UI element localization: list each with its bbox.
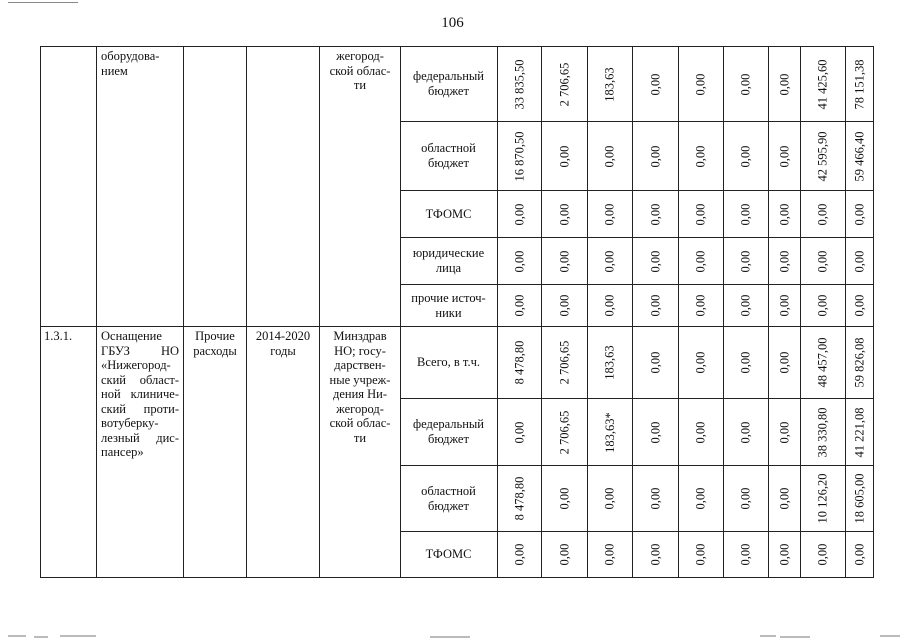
block1-value-cell — [588, 238, 632, 284]
block1-value: 0,00 — [777, 73, 791, 95]
block2-value: 0,00 — [693, 543, 708, 566]
block1-value: 0,00 — [648, 145, 662, 167]
block2-value: 0,00 — [852, 543, 866, 566]
block1-value-cell — [801, 191, 845, 237]
block2-value-cell — [801, 327, 845, 398]
block2-value: 183,63 — [602, 345, 617, 380]
block1-value-cell — [679, 285, 723, 326]
block2-value: 0,00 — [648, 543, 662, 566]
block2-executor: Минздрав НО; госу- дарствен- ные учреж- дения Ни- жегород- ской облас- ти — [329, 329, 391, 445]
block2-value: 0,00 — [777, 543, 791, 566]
block1-value: 0,00 — [648, 294, 662, 317]
block2-value: 0,00 — [777, 487, 791, 510]
block2-value-cell — [542, 399, 587, 465]
block1-value: 0,00 — [815, 294, 830, 317]
block1-value: 0,00 — [852, 294, 866, 317]
block2-value-cell — [679, 466, 723, 531]
block2-measure-name: Оснащение ГБУЗ НО «Нижегород-ский област-ной клиниче-ский проти-вотуберку-лезный дис-пансер» — [101, 329, 179, 459]
block1-value: 42 595,90 — [815, 131, 830, 181]
block2-value-cell — [846, 532, 873, 577]
block1-value-cell — [769, 191, 800, 237]
block1-source-label: ТФОМС — [425, 206, 472, 221]
block1-value-cell — [801, 47, 845, 121]
block1-value: 0,00 — [777, 250, 791, 272]
block2-value-cell — [769, 466, 800, 531]
block2-period: 2014-2020 годы — [255, 329, 311, 358]
block1-source-label: областной бюджет — [421, 141, 476, 170]
block1-value: 78 151,38 — [852, 59, 866, 109]
block1-value-cell — [724, 191, 768, 237]
block2-value-cell — [724, 532, 768, 577]
block1-value: 0,00 — [557, 294, 571, 317]
block2-value-cell — [588, 399, 632, 465]
block2-value: 18 605,00 — [852, 473, 866, 524]
block2-source-label: Всего, в т.ч. — [417, 355, 480, 369]
block2-value: 0,00 — [512, 543, 526, 566]
block2-value: 0,00 — [738, 421, 753, 443]
block2-value: 183,63* — [602, 411, 617, 453]
block1-value-cell — [679, 122, 723, 190]
block2-value-cell — [542, 466, 587, 531]
block1-value: 0,00 — [738, 294, 753, 317]
block1-value: 0,00 — [512, 294, 526, 317]
block2-value-cell — [633, 327, 678, 398]
block2-value-cell — [498, 327, 541, 398]
block2-value-cell — [769, 399, 800, 465]
block1-value-cell — [498, 285, 541, 326]
block1-value: 0,00 — [738, 73, 753, 95]
block2-value-cell — [724, 466, 768, 531]
block1-value-cell — [498, 47, 541, 121]
block1-value: 0,00 — [738, 145, 753, 167]
block2-value-cell — [801, 532, 845, 577]
block1-value: 0,00 — [738, 203, 753, 225]
block2-value: 0,00 — [738, 487, 753, 510]
block1-value: 0,00 — [777, 294, 791, 317]
block2-value: 0,00 — [777, 351, 791, 374]
block2-value-cell — [542, 327, 587, 398]
block2-value: 8 478,80 — [512, 476, 526, 521]
block2-value-cell — [498, 399, 541, 465]
block1-value-cell — [724, 47, 768, 121]
block1-value-cell — [846, 47, 873, 121]
block2-value-cell — [633, 532, 678, 577]
block2-value: 0,00 — [512, 421, 526, 443]
block1-value: 59 466,40 — [852, 131, 866, 181]
block2-value: 0,00 — [815, 543, 830, 566]
block1-value: 0,00 — [815, 203, 830, 225]
block1-value-cell — [498, 191, 541, 237]
block2-value-cell — [588, 532, 632, 577]
block1-source-label: юридические лица — [412, 246, 485, 275]
block2-number: 1.3.1. — [44, 329, 73, 343]
block1-value: 0,00 — [693, 294, 708, 317]
block2-value: 2 706,65 — [557, 340, 571, 385]
block1-value-cell — [588, 285, 632, 326]
block1-value-cell — [633, 285, 678, 326]
block1-value: 0,00 — [693, 145, 708, 167]
block1-value: 41 425,60 — [815, 59, 830, 109]
block1-value: 0,00 — [693, 73, 708, 95]
block2-value: 0,00 — [557, 487, 571, 510]
block2-value: 0,00 — [738, 543, 753, 566]
block1-value-cell — [769, 238, 800, 284]
block2-value: 38 330,80 — [815, 407, 830, 457]
block1-value: 0,00 — [648, 73, 662, 95]
block2-value: 0,00 — [693, 487, 708, 510]
block1-value: 0,00 — [648, 250, 662, 272]
block2-value-cell — [633, 399, 678, 465]
block1-value-cell — [846, 122, 873, 190]
block2-value-cell — [846, 466, 873, 531]
block1-value: 0,00 — [602, 203, 617, 225]
block2-value-cell — [498, 466, 541, 531]
block2-value-cell — [679, 327, 723, 398]
block2-value-cell — [846, 327, 873, 398]
block1-value-cell — [801, 285, 845, 326]
block1-value-cell — [633, 238, 678, 284]
block2-value-cell — [633, 466, 678, 531]
block2-value: 0,00 — [602, 487, 617, 510]
block1-value: 16 870,50 — [512, 131, 526, 181]
block1-value-cell — [679, 47, 723, 121]
block2-source-label: областной бюджет — [421, 483, 476, 513]
block2-value-cell — [769, 327, 800, 398]
block1-value: 0,00 — [852, 250, 866, 272]
block1-value: 183,63 — [602, 66, 617, 102]
block1-value-cell — [542, 122, 587, 190]
block1-value-cell — [846, 238, 873, 284]
block2-value-cell — [769, 532, 800, 577]
block2-source-label: ТФОМС — [425, 547, 472, 561]
block1-value-cell — [633, 191, 678, 237]
block2-expense-type: Прочие расходы — [193, 329, 237, 358]
block2-value-cell — [588, 466, 632, 531]
block1-value: 0,00 — [557, 145, 571, 167]
block1-value: 0,00 — [693, 203, 708, 225]
block2-value: 2 706,65 — [557, 410, 571, 454]
block1-executor: жегород- ской облас- ти — [329, 49, 391, 92]
block2-value: 0,00 — [648, 421, 662, 443]
block2-value: 0,00 — [648, 487, 662, 510]
block2-value-cell — [846, 399, 873, 465]
block1-value: 0,00 — [512, 203, 526, 225]
block2-value-cell — [588, 327, 632, 398]
block2-value: 0,00 — [738, 351, 753, 374]
block1-value-cell — [769, 47, 800, 121]
block1-value-cell — [633, 47, 678, 121]
block1-value-cell — [588, 122, 632, 190]
block1-value: 0,00 — [557, 250, 571, 272]
block1-value: 0,00 — [602, 294, 617, 317]
block1-value-cell — [498, 122, 541, 190]
block1-value: 0,00 — [738, 250, 753, 272]
block1-value-cell — [588, 191, 632, 237]
block1-source-label: прочие источ- ники — [411, 290, 486, 320]
block1-value-cell — [679, 238, 723, 284]
block1-value: 0,00 — [512, 250, 526, 272]
block2-value: 0,00 — [602, 543, 617, 566]
block2-value: 0,00 — [693, 351, 708, 374]
block1-value: 0,00 — [648, 203, 662, 225]
scan-edge-marks — [0, 628, 905, 640]
block2-value-cell — [801, 399, 845, 465]
block2-value-cell — [724, 399, 768, 465]
block1-value-cell — [801, 238, 845, 284]
block2-value-cell — [801, 466, 845, 531]
block1-value: 0,00 — [815, 250, 830, 272]
block1-value: 0,00 — [777, 203, 791, 225]
block1-value-cell — [542, 238, 587, 284]
block1-value-cell — [801, 122, 845, 190]
block1-value: 0,00 — [557, 203, 571, 225]
block1-value-cell — [679, 191, 723, 237]
block1-value-cell — [542, 191, 587, 237]
block2-value-cell — [498, 532, 541, 577]
block1-value-cell — [498, 238, 541, 284]
block1-value: 2 706,65 — [557, 62, 571, 106]
block1-value-cell — [588, 47, 632, 121]
block1-value-cell — [769, 122, 800, 190]
block1-value-cell — [542, 285, 587, 326]
block1-measure-name: оборудова- нием — [101, 49, 160, 78]
block2-value-cell — [679, 532, 723, 577]
block1-value: 0,00 — [602, 145, 617, 167]
block2-value: 48 457,00 — [815, 337, 830, 388]
block1-value-cell — [846, 191, 873, 237]
block2-source-label: федеральный бюджет — [412, 417, 484, 446]
block2-value: 8 478,80 — [512, 340, 526, 385]
block1-source-label: федеральный бюджет — [412, 69, 484, 98]
page-number: 106 — [441, 15, 464, 31]
block1-value: 0,00 — [693, 250, 708, 272]
block2-value-cell — [724, 327, 768, 398]
block1-value-cell — [769, 285, 800, 326]
block1-value: 0,00 — [852, 203, 866, 225]
block2-value: 59 826,08 — [852, 337, 866, 388]
block1-value-cell — [724, 285, 768, 326]
block1-value-cell — [724, 122, 768, 190]
block1-value-cell — [846, 285, 873, 326]
block2-value: 0,00 — [648, 351, 662, 374]
block1-value: 0,00 — [777, 145, 791, 167]
block2-value: 41 221,08 — [852, 407, 866, 457]
block1-value-cell — [724, 238, 768, 284]
block1-value: 33 835,50 — [512, 59, 526, 109]
block1-value-cell — [633, 122, 678, 190]
block2-value: 0,00 — [557, 543, 571, 566]
block1-value: 0,00 — [602, 250, 617, 272]
block2-value-cell — [679, 399, 723, 465]
block2-value-cell — [542, 532, 587, 577]
block2-value: 0,00 — [777, 421, 791, 443]
block2-value: 10 126,20 — [815, 473, 830, 524]
block2-value: 0,00 — [693, 421, 708, 443]
block1-value-cell — [542, 47, 587, 121]
